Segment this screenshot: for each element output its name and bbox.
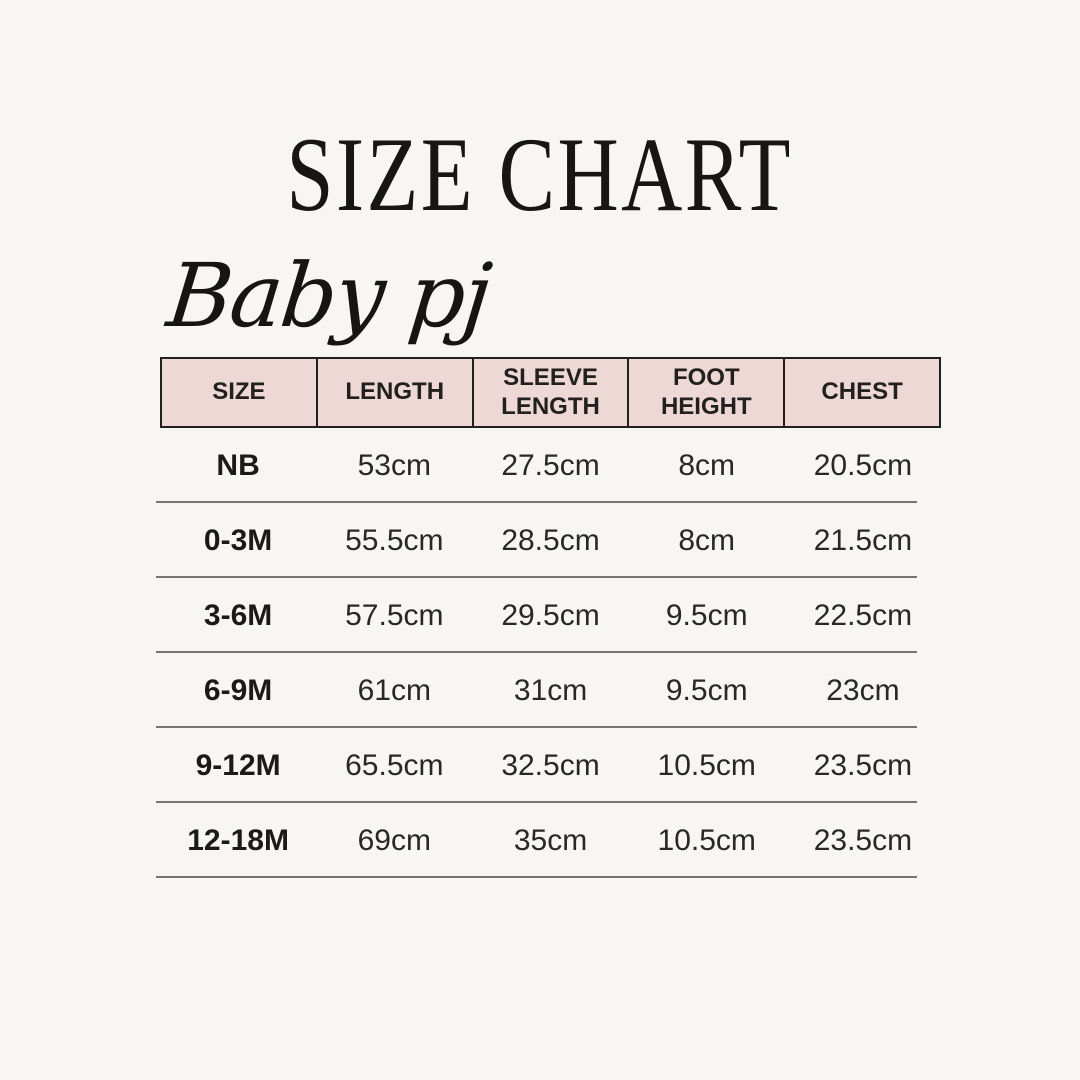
value-cell: 23cm bbox=[826, 673, 900, 707]
table-row bbox=[160, 578, 941, 653]
value-cell: 35cm bbox=[513, 823, 588, 857]
table-row bbox=[160, 428, 941, 503]
column-header-sleeve-length: SLEEVE LENGTH bbox=[474, 359, 630, 426]
value-cell: 31cm bbox=[513, 673, 588, 707]
table-header-row bbox=[160, 357, 941, 428]
size-cell: 6-9M bbox=[203, 673, 273, 707]
table-row bbox=[160, 653, 941, 728]
value-cell: 28.5cm bbox=[501, 523, 600, 557]
brand-script-text: Baby pj bbox=[162, 244, 495, 347]
size-cell: 3-6M bbox=[203, 598, 273, 632]
table-row bbox=[160, 503, 941, 578]
value-cell: 61cm bbox=[357, 673, 431, 707]
size-cell: NB bbox=[216, 448, 260, 482]
page-title: SIZE CHART bbox=[286, 116, 794, 233]
value-cell: 29.5cm bbox=[501, 598, 600, 632]
size-cell: 0-3M bbox=[203, 523, 273, 557]
value-cell: 21.5cm bbox=[813, 523, 913, 557]
table-body bbox=[160, 428, 941, 878]
value-cell: 22.5cm bbox=[813, 598, 913, 632]
value-cell: 9.5cm bbox=[665, 673, 748, 707]
column-header-length: LENGTH bbox=[318, 359, 474, 426]
table-row bbox=[160, 803, 941, 878]
column-header-foot-height: FOOT HEIGHT bbox=[629, 359, 785, 426]
column-header-chest: CHEST bbox=[821, 378, 903, 406]
value-cell: 9.5cm bbox=[665, 598, 748, 632]
value-cell: 20.5cm bbox=[813, 448, 913, 482]
value-cell: 57.5cm bbox=[345, 598, 444, 632]
size-table bbox=[160, 357, 941, 878]
value-cell: 23.5cm bbox=[813, 748, 913, 782]
size-cell: 9-12M bbox=[195, 748, 281, 782]
value-cell: 32.5cm bbox=[501, 748, 600, 782]
value-cell: 8cm bbox=[678, 523, 736, 557]
column-header-size: SIZE bbox=[162, 359, 318, 426]
value-cell: 10.5cm bbox=[657, 823, 756, 857]
value-cell: 10.5cm bbox=[657, 748, 756, 782]
value-cell: 27.5cm bbox=[501, 448, 600, 482]
value-cell: 8cm bbox=[678, 448, 736, 482]
table-row bbox=[160, 728, 941, 803]
value-cell: 65.5cm bbox=[345, 748, 444, 782]
value-cell: 55.5cm bbox=[345, 523, 444, 557]
value-cell: 53cm bbox=[357, 448, 431, 482]
page-title-wrap bbox=[0, 116, 1080, 233]
value-cell: 23.5cm bbox=[813, 823, 913, 857]
size-cell: 12-18M bbox=[187, 823, 289, 857]
value-cell: 69cm bbox=[357, 823, 431, 857]
